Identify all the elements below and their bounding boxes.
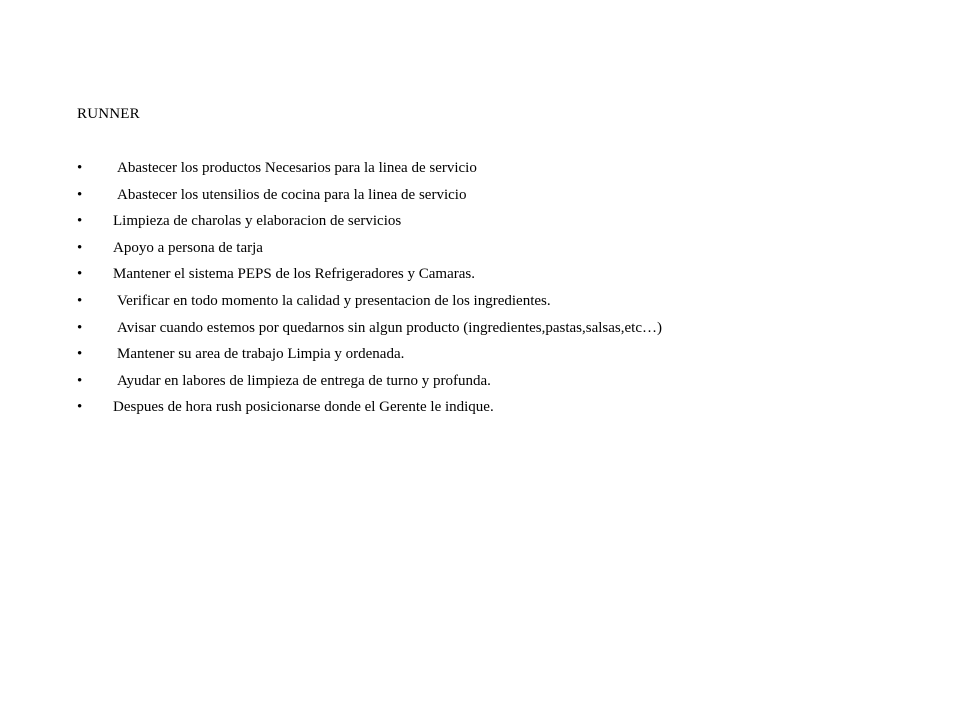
list-item-text: Apoyo a persona de tarja: [113, 239, 263, 256]
list-item-text: Ayudar en labores de limpieza de entrega de turno y profunda.: [117, 372, 491, 389]
bullet-icon: •: [77, 346, 83, 363]
list-item-text: Abastecer los utensilios de cocina para la linea de servicio: [117, 186, 467, 203]
bullet-icon: •: [77, 266, 83, 283]
list-item-text: Mantener su area de trabajo Limpia y ordenada.: [117, 346, 405, 363]
bullet-icon: •: [77, 399, 83, 416]
list-item-text: Mantener el sistema PEPS de los Refrigeradores y Camaras.: [113, 266, 475, 283]
bullet-icon: •: [77, 239, 83, 256]
list-item-text: Abastecer los productos Necesarios para la linea de servicio: [117, 160, 477, 176]
bullet-icon: •: [77, 319, 83, 336]
bullet-icon: •: [77, 186, 83, 203]
list-item-text: Verificar en todo momento la calidad y presentacion de los ingredientes.: [117, 292, 551, 309]
bullet-icon: •: [77, 292, 83, 309]
list-item-text: Avisar cuando estemos por quedarnos sin algun producto (ingredientes,pastas,salsas,etc…): [117, 319, 662, 336]
slide-title: RUNNER: [77, 106, 140, 122]
list-item-text: Limpieza de charolas y elaboracion de servicios: [113, 213, 402, 230]
bullet-icon: •: [77, 213, 83, 230]
bullet-icon: •: [77, 372, 83, 389]
bullet-icon: •: [77, 160, 83, 176]
list-item-text: Despues de hora rush posicionarse donde el Gerente le indique.: [113, 399, 494, 416]
